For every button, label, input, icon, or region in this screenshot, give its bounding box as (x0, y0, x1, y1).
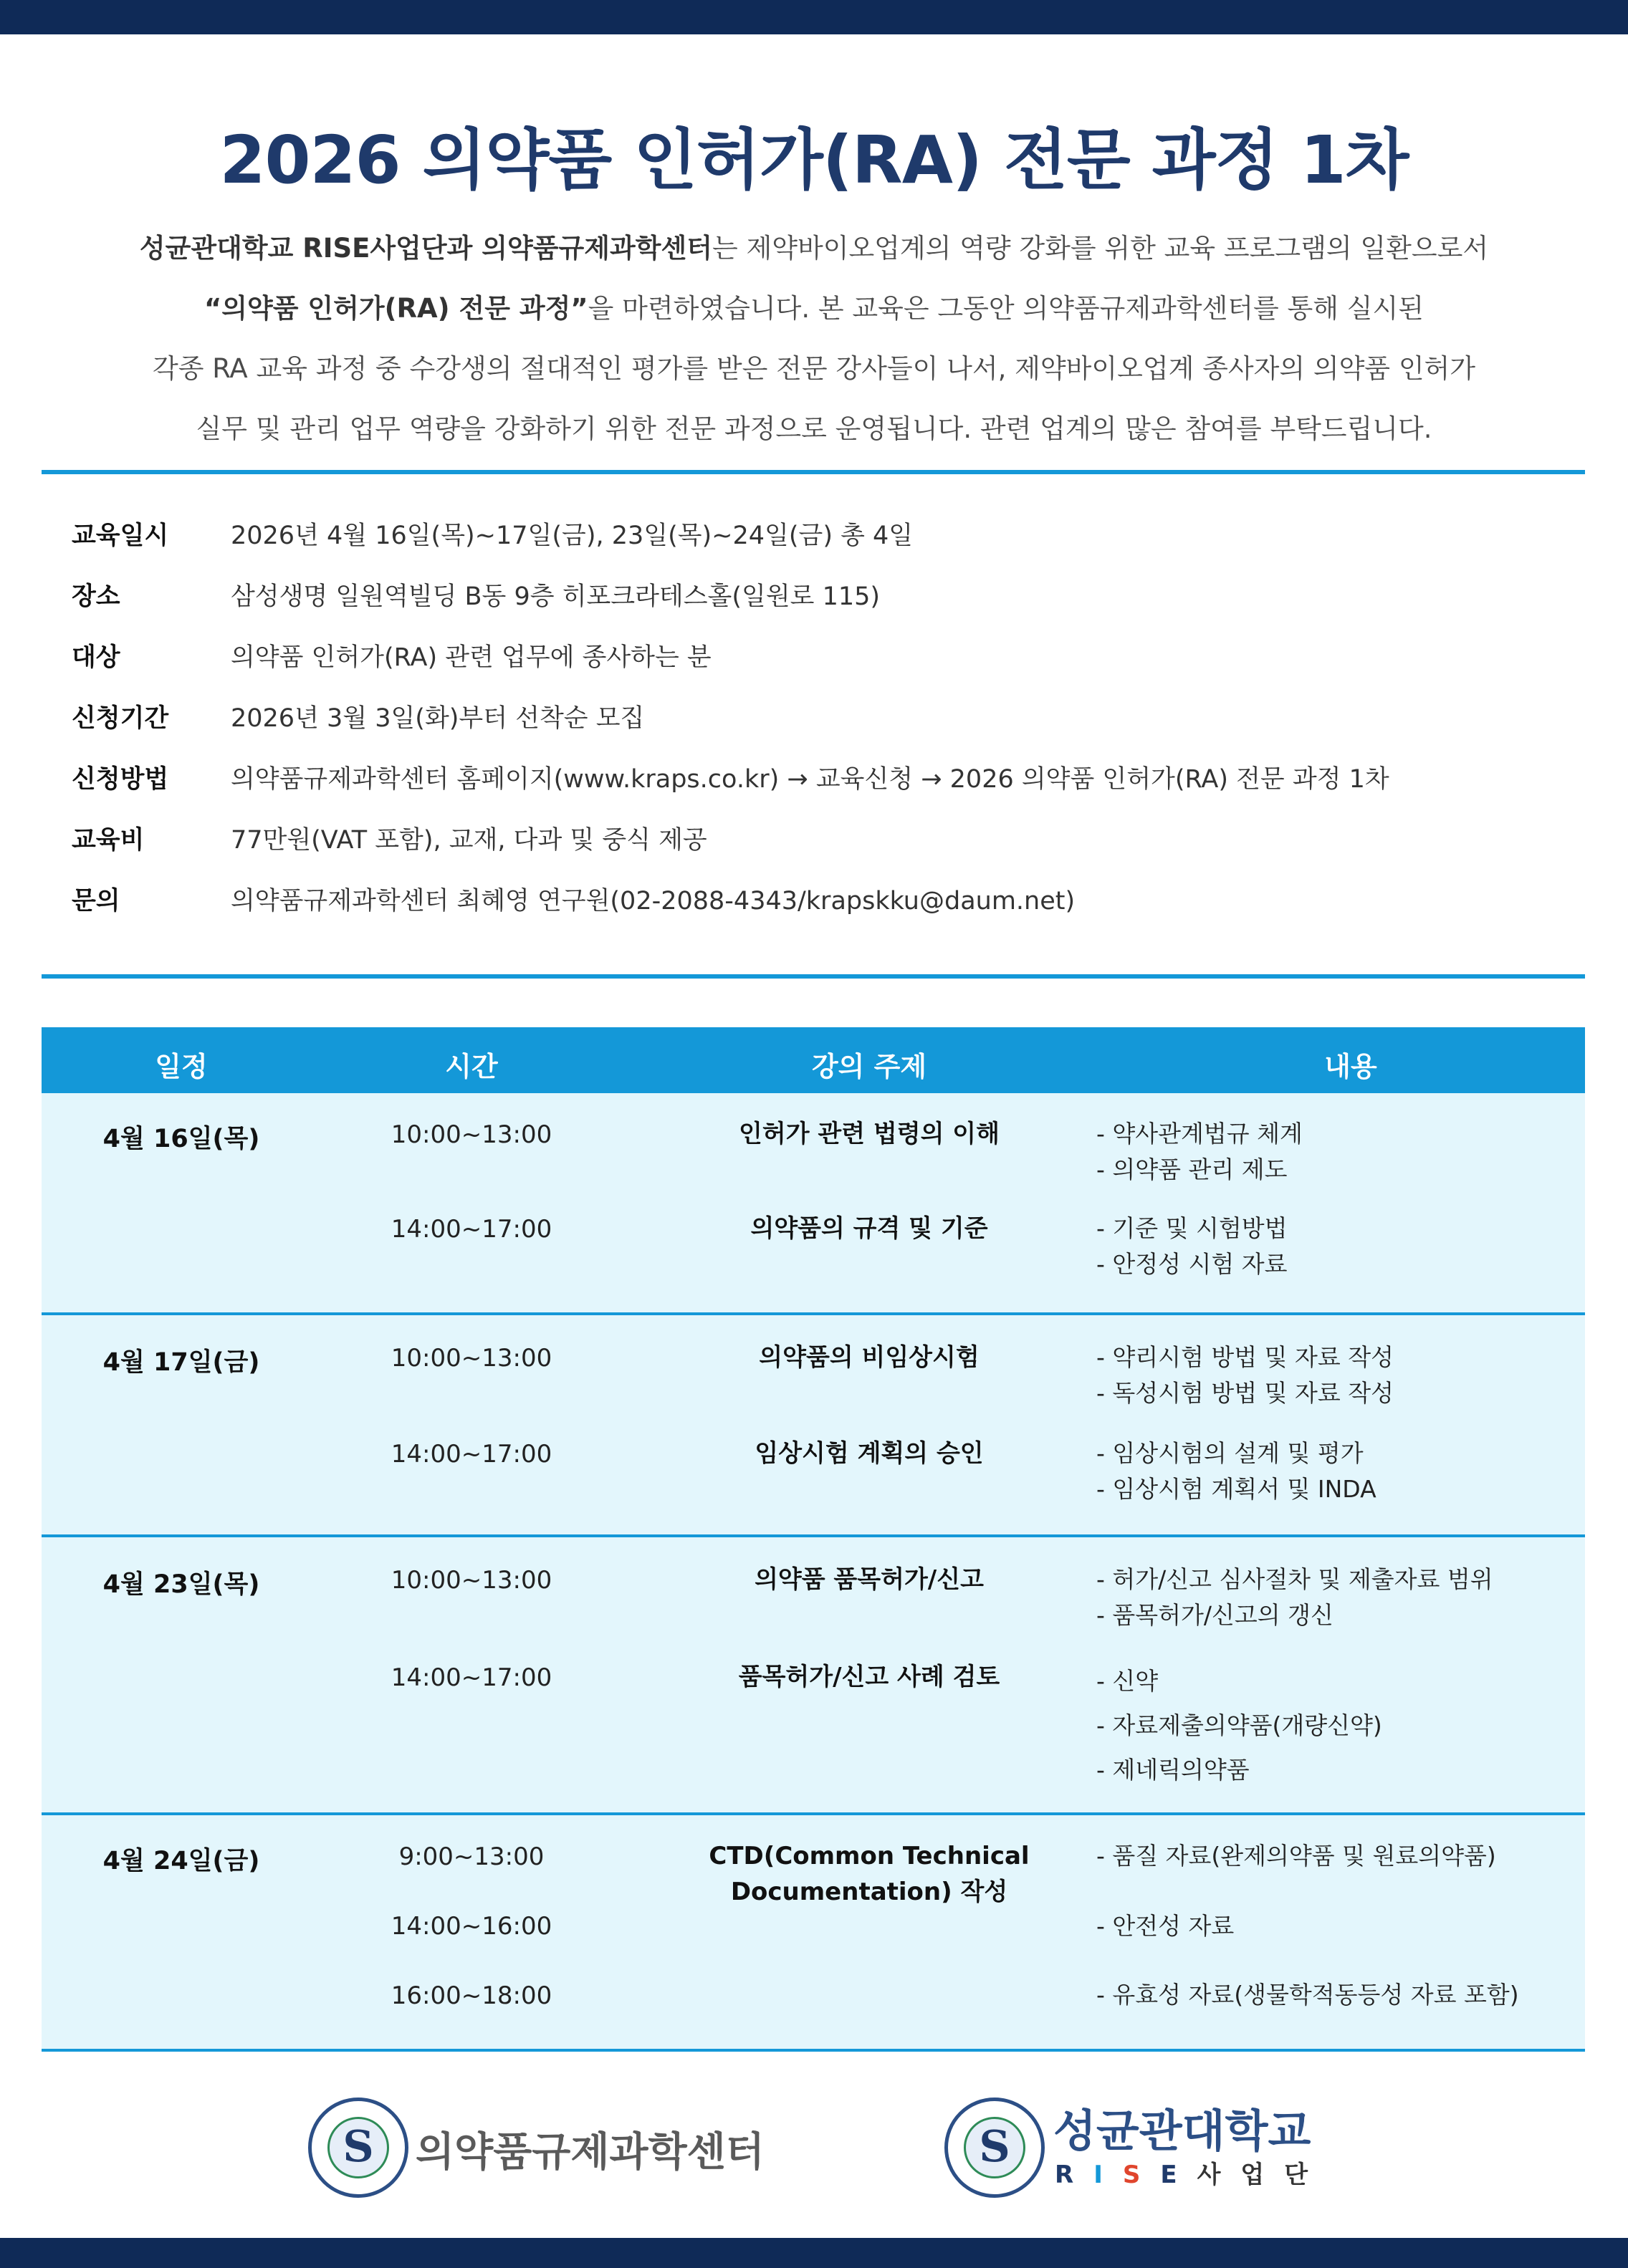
session-content (1096, 1211, 1584, 1282)
session-content (1096, 1562, 1584, 1633)
content-item: - 신약 (1096, 1667, 1159, 1695)
header-topic: 강의 주제 (811, 1051, 927, 1082)
session-time: 16:00~18:00 (391, 1981, 552, 2010)
info-value: 77만원(VAT 포함), 교재, 다과 및 중식 제공 (231, 826, 707, 855)
info-row (72, 759, 1562, 820)
info-row (72, 881, 1562, 942)
header-time: 시간 (445, 1051, 498, 1082)
intro-line2-bold: “의약품 인허가(RA) 전문 과정” (204, 293, 588, 324)
day-block (42, 1815, 1585, 2052)
info-row (72, 638, 1562, 698)
skku-seal-logo (944, 2098, 1045, 2198)
info-label: 신청기간 (72, 704, 169, 733)
content-item: - 품목허가/신고의 갱신 (1096, 1601, 1333, 1629)
rise-letter: S (1122, 2161, 1161, 2189)
divider-middle (42, 974, 1585, 979)
session-time: 10:00~13:00 (391, 1120, 552, 1149)
content-item: - 제네릭의약품 (1096, 1756, 1250, 1784)
session-topic: 의약품 품목허가/신고 (755, 1565, 984, 1594)
session-topic: 임상시험 계획의 승인 (755, 1439, 984, 1468)
info-value: 2026년 4월 16일(목)~17일(금), 23일(목)~24일(금) 총 4일 (231, 522, 914, 550)
content-item: - 독성시험 방법 및 자료 작성 (1096, 1379, 1394, 1407)
rise-letter: I (1093, 2161, 1123, 2189)
day-label: 4월 23일(목) (102, 1570, 260, 1599)
content-item: - 기준 및 시험방법 (1096, 1214, 1288, 1242)
seal-s-mark: S (979, 2122, 1010, 2172)
session-topic-line: Documentation) 작성 (730, 1878, 1008, 1906)
info-row (72, 516, 1562, 577)
session-topic-line: CTD(Common Technical (709, 1842, 1030, 1870)
content-item: - 자료제출의약품(개량신약) (1096, 1711, 1382, 1739)
session-time: 14:00~17:00 (391, 1663, 552, 1692)
intro-text (57, 218, 1571, 459)
info-label: 장소 (72, 582, 120, 611)
intro-line1-bold: 성균관대학교 RISE사업단과 의약품규제과학센터 (139, 233, 712, 264)
session-content: - 안전성 자료 (1096, 1912, 1235, 1940)
intro-line3: 각종 RA 교육 과정 중 수강생의 절대적인 평가를 받은 전문 강사들이 나서, 제약바이오업계 종사자의 의약품 인허가 (152, 353, 1476, 384)
session-topic: 의약품의 비임상시험 (759, 1343, 980, 1372)
info-row (72, 698, 1562, 759)
session-time: 14:00~17:00 (391, 1440, 552, 1469)
session-content (1096, 1116, 1584, 1188)
session-content (1096, 1340, 1584, 1411)
kraps-seal-logo (308, 2098, 408, 2198)
day-label: 4월 16일(목) (102, 1125, 260, 1153)
content-item: - 의약품 관리 제도 (1096, 1155, 1288, 1183)
seal-s-mark: S (343, 2122, 374, 2172)
info-value: 의약품 인허가(RA) 관련 업무에 종사하는 분 (231, 643, 712, 672)
intro-line2: 을 마련하였습니다. 본 교육은 그동안 의약품규제과학센터를 통해 실시된 (588, 293, 1424, 324)
info-value: 2026년 3월 3일(화)부터 선착순 모집 (231, 704, 645, 733)
session-time: 10:00~13:00 (391, 1344, 552, 1373)
day-block (42, 1093, 1585, 1315)
info-value: 의약품규제과학센터 홈페이지(www.kraps.co.kr) → 교육신청 → 2026 의약품 인허가(RA) 전문 과정 1차 (231, 765, 1389, 794)
top-band (0, 0, 1628, 34)
org-kraps-name: 의약품규제과학센터 (416, 2129, 765, 2176)
seal-emblem-icon (327, 2117, 389, 2178)
session-time: 10:00~13:00 (391, 1566, 552, 1595)
session-topic: 품목허가/신고 사례 검토 (738, 1663, 1000, 1691)
day-label: 4월 24일(금) (102, 1847, 260, 1875)
day-label: 4월 17일(금) (102, 1348, 260, 1377)
info-label: 신청방법 (72, 765, 169, 794)
header-day: 일정 (155, 1051, 208, 1082)
session-content (1096, 1659, 1584, 1792)
info-value: 의약품규제과학센터 최혜영 연구원(02-2088-4343/krapskku@daum.net) (231, 887, 1076, 916)
content-item: - 허가/신고 심사절차 및 제출자료 범위 (1096, 1565, 1493, 1593)
rise-letter: R (1055, 2161, 1094, 2189)
rise-suffix: 사업단 (1197, 2161, 1328, 2189)
session-time: 14:00~17:00 (391, 1215, 552, 1244)
info-row (72, 577, 1562, 638)
session-content: - 유효성 자료(생물학적동등성 자료 포함) (1096, 1981, 1519, 2009)
bottom-band (0, 2238, 1628, 2268)
info-list (72, 516, 1562, 942)
info-row (72, 820, 1562, 881)
info-label: 교육비 (72, 826, 145, 855)
session-time: 9:00~13:00 (398, 1842, 545, 1871)
intro-line4: 실무 및 관리 업무 역량을 강화하기 위한 전문 과정으로 운영됩니다. 관련 업계의 많은 참여를 부탁드립니다. (196, 413, 1432, 444)
schedule-header (42, 1027, 1585, 1093)
session-topic (622, 1838, 1116, 1910)
content-item: - 안정성 시험 자료 (1096, 1250, 1288, 1278)
session-content (1096, 1436, 1584, 1507)
session-time: 14:00~16:00 (391, 1912, 552, 1941)
org-rise-sub (1055, 2155, 1328, 2190)
page-title: 2026 의약품 인허가(RA) 전문 과정 1차 (219, 122, 1409, 198)
footer-logos (0, 2077, 1628, 2221)
intro-line1: 는 제약바이오업계의 역량 강화를 위한 교육 프로그램의 일환으로서 (712, 233, 1489, 264)
content-item: - 약리시험 방법 및 자료 작성 (1096, 1343, 1394, 1371)
info-label: 교육일시 (72, 522, 169, 550)
day-block (42, 1537, 1585, 1815)
header-content: 내용 (1324, 1051, 1377, 1082)
content-item: - 임상시험 계획서 및 INDA (1096, 1475, 1376, 1503)
info-label: 대상 (72, 643, 120, 672)
day-block (42, 1315, 1585, 1537)
seal-emblem-icon (964, 2117, 1025, 2178)
info-label: 문의 (72, 887, 120, 916)
org-skku-name: 성균관대학교 (1053, 2105, 1311, 2157)
divider-top (42, 470, 1585, 474)
content-item: - 임상시험의 설계 및 평가 (1096, 1439, 1364, 1467)
content-item: - 약사관계법규 체계 (1096, 1120, 1303, 1148)
rise-letter: E (1160, 2161, 1197, 2189)
session-topic: 의약품의 규격 및 기준 (750, 1214, 988, 1243)
schedule-table (42, 1027, 1585, 2052)
session-content: - 품질 자료(완제의약품 및 원료의약품) (1096, 1842, 1496, 1870)
info-value: 삼성생명 일원역빌딩 B동 9층 히포크라테스홀(일원로 115) (231, 582, 881, 611)
session-topic: 인허가 관련 법령의 이해 (739, 1120, 1000, 1148)
